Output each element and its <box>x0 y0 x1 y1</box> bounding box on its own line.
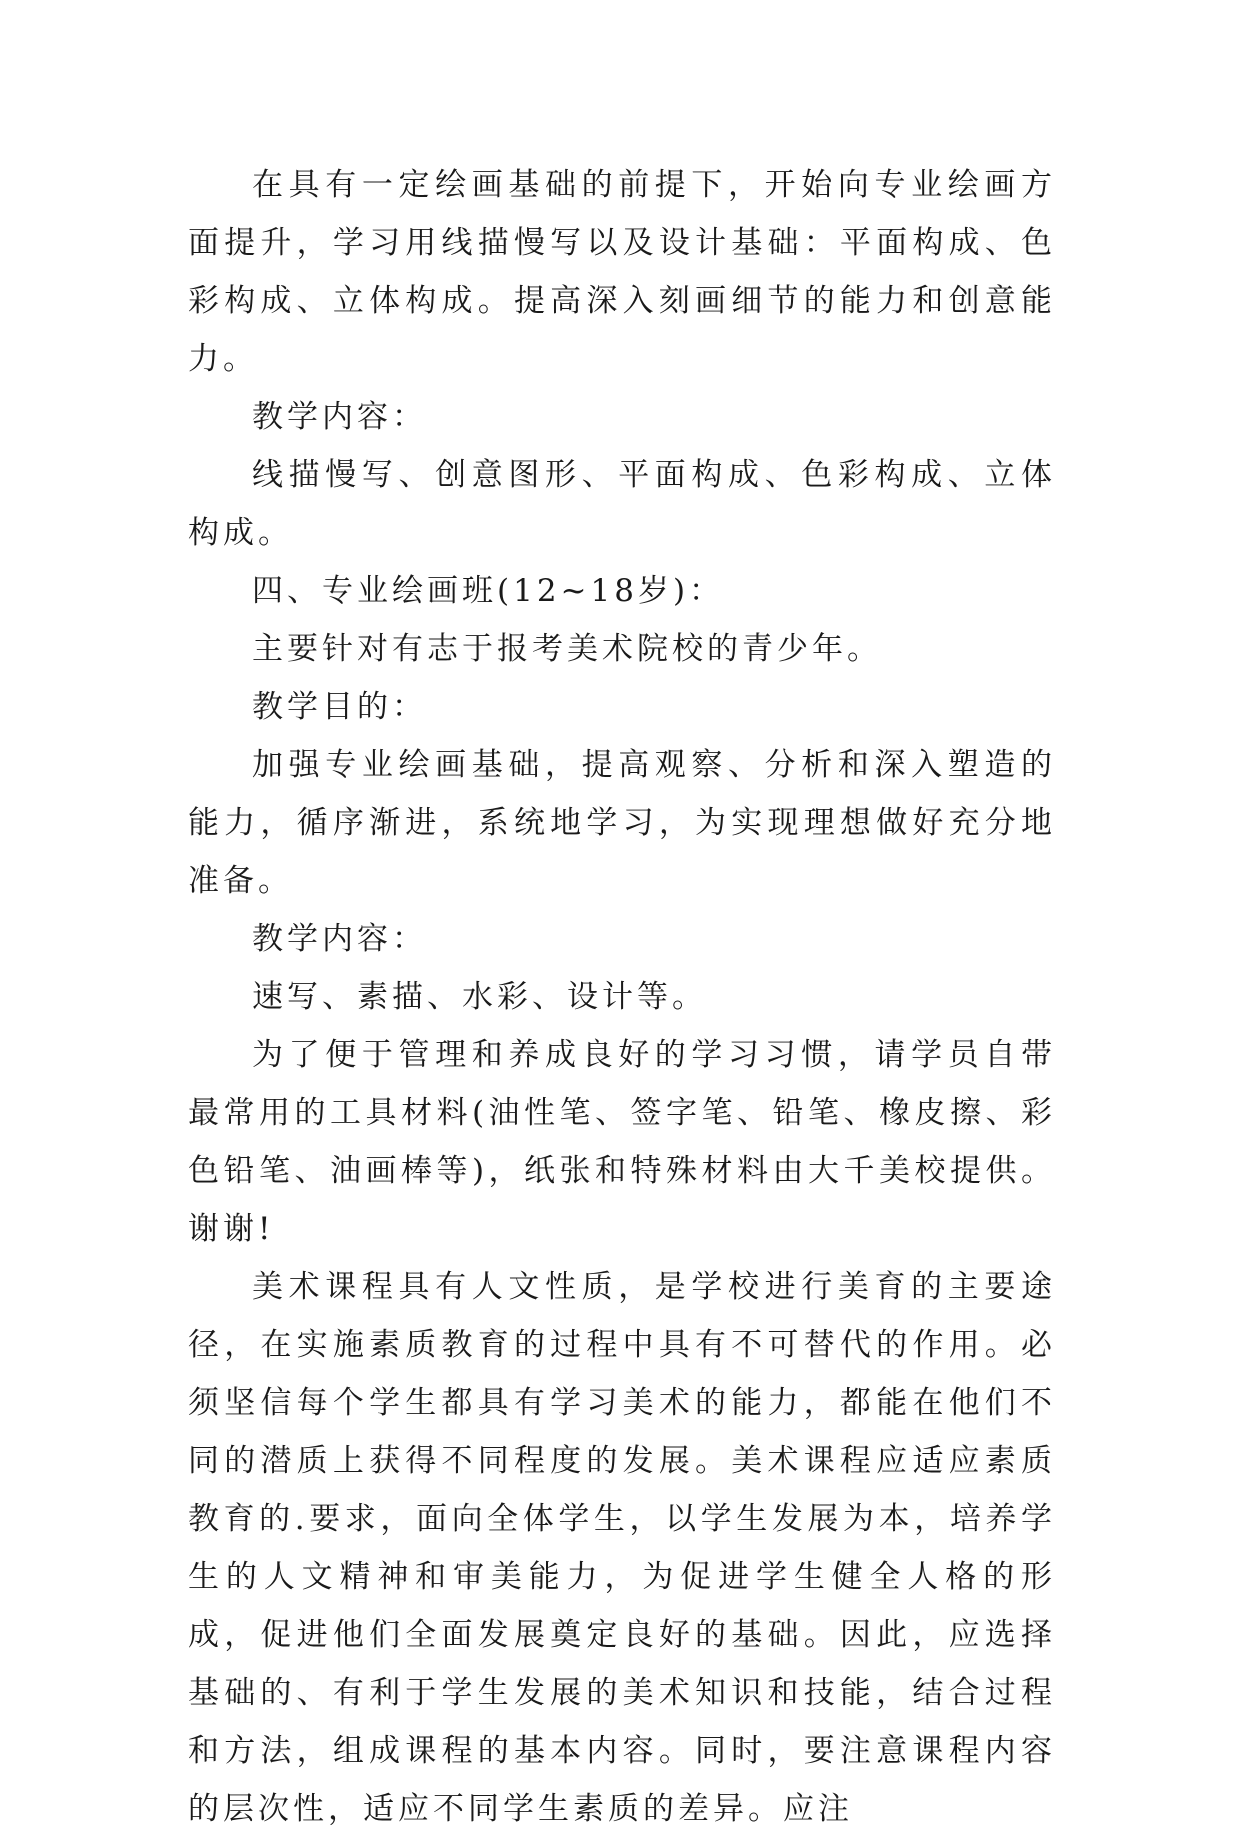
paragraph-teaching-content-list: 线描慢写、创意图形、平面构成、色彩构成、立体构成。 <box>188 457 1056 551</box>
paragraph-section-heading: 四、专业绘画班(12~18岁)： <box>252 573 725 609</box>
paragraph-teaching-content-heading: 教学内容： <box>252 399 427 435</box>
paragraph-teaching-content-list-2: 速写、素描、水彩、设计等。 <box>252 979 707 1015</box>
document-body <box>188 156 1056 1838</box>
paragraph-target-audience: 主要针对有志于报考美术院校的青少年。 <box>252 631 882 667</box>
paragraph-teaching-content-heading-2: 教学内容： <box>252 921 427 957</box>
paragraph-curriculum-nature: 美术课程具有人文性质，是学校进行美育的主要途径，在实施素质教育的过程中具有不可替代的作用。必须坚信每个学生都具有学习美术的能力，都能在他们不同的潜质上获得不同程度的发展。美术课程应适应素质教育的.要求，面向全体学生，以学生发展为本，培养学生的人文精神和审美能力，为促进学生健全人格的形成，促进他们全面发展奠定良好的基础。因此，应选择基础的、有利于学生发展的美术知识和技能，结合过程和方法，组成课程的基本内容。同时，要注意课程内容的层次性，适应不同学生素质的差异。应注 <box>188 1269 1056 1827</box>
paragraph-intro: 在具有一定绘画基础的前提下，开始向专业绘画方面提升，学习用线描慢写以及设计基础：平面构成、色彩构成、立体构成。提高深入刻画细节的能力和创意能力。 <box>188 167 1056 377</box>
paragraph-teaching-goal: 加强专业绘画基础，提高观察、分析和深入塑造的能力，循序渐进，系统地学习，为实现理想做好充分地准备。 <box>188 747 1056 899</box>
paragraph-teaching-goal-heading: 教学目的： <box>252 689 427 725</box>
paragraph-materials-notice: 为了便于管理和养成良好的学习习惯，请学员自带最常用的工具材料(油性笔、签字笔、铅笔、橡皮擦、彩色铅笔、油画棒等)，纸张和特殊材料由大千美校提供。谢谢! <box>188 1037 1056 1247</box>
